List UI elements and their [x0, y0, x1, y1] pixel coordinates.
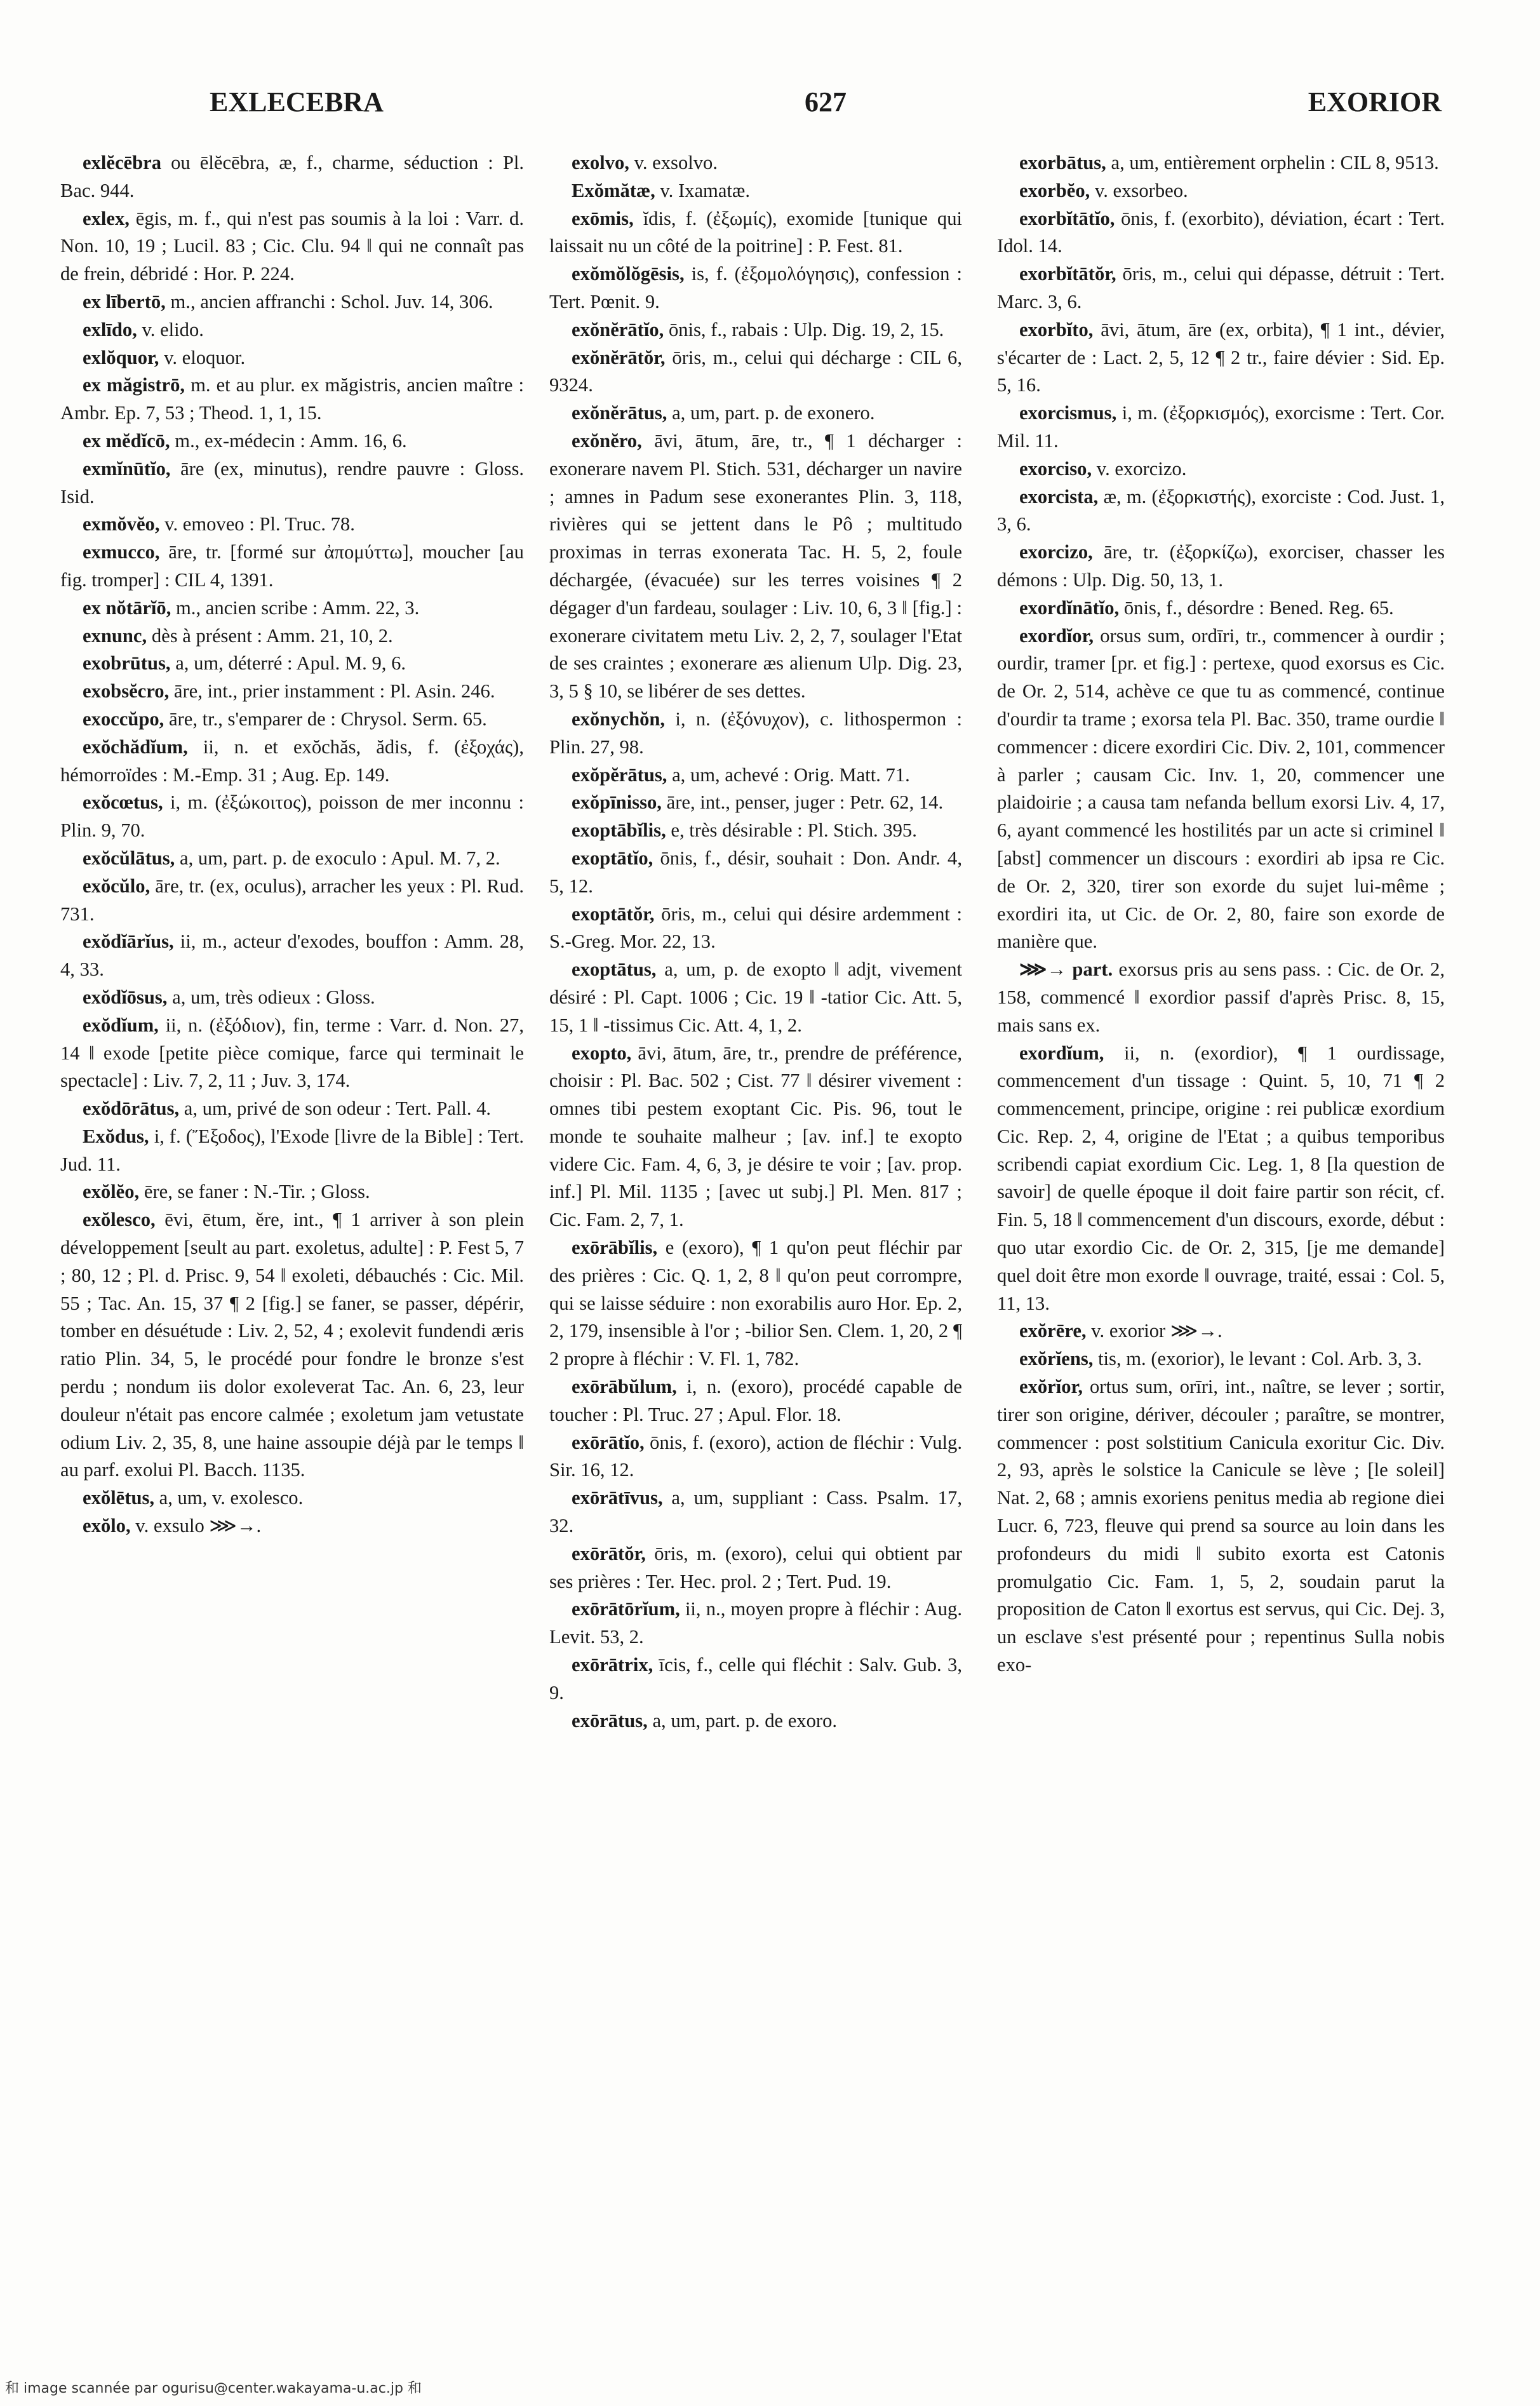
dictionary-entry: [60, 288, 524, 316]
definition: āre, tr. (ex, oculus), arracher les yeux : Pl. Rud. 731.: [60, 875, 524, 925]
definition: āre (ex, minutus), rendre pauvre : Gloss. Isid.: [60, 457, 524, 507]
column-2: [549, 149, 962, 2360]
dictionary-entry: [549, 205, 962, 261]
dictionary-entry: [60, 1484, 524, 1512]
definition: ortus sum, orīri, int., naître, se lever ; sortir, tirer son origine, dériver, découler ; paraître, se montrer, commencer : post solstitium Canicula exoritur Cic. Div. 2, 93, après le solstice la Canicule se lève ; [le soleil] Nat. 2, 68 ; amnis exoriens penitus media ab regione diei Lucr. 6, 723, fleuve qui prend sa source au loin dans les profondeurs du midi ‖ subito exorta est Catonis promulgatio Cic. Fam. 1, 5, 2, soudain parut la proposition de Caton ‖ exortus est servus, qui Cic. Dej. 3, un esclave s'est présenté pour ; repentinus Sulla nobis exo-: [997, 1376, 1445, 1676]
headword: exŏcŭlo,: [83, 875, 151, 897]
dictionary-entry: [997, 1317, 1445, 1345]
headword: exŏnĕrātus,: [572, 402, 667, 424]
dictionary-entry: [997, 400, 1445, 455]
definition: āre, tr. (ἐξορκίζω), exorciser, chasser les démons : Ulp. Dig. 50, 13, 1.: [997, 541, 1445, 591]
headword: exōrātŏr,: [572, 1542, 646, 1564]
definition: ēre, se faner : N.-Tir. ; Gloss.: [144, 1181, 370, 1203]
headword: exlŏquor,: [83, 346, 159, 368]
headword: exŏdōrātus,: [83, 1098, 180, 1120]
dictionary-entry: [997, 260, 1445, 316]
headword: exŏdĭum,: [83, 1014, 159, 1036]
headword: exorciso,: [1019, 457, 1092, 480]
dictionary-entry: [60, 455, 524, 511]
headword: exlex,: [83, 207, 130, 229]
dictionary-entry: [549, 1429, 962, 1485]
dictionary-entry: [549, 177, 962, 205]
dictionary-entry: [60, 1206, 524, 1484]
definition: a, um, déterré : Apul. M. 9, 6.: [175, 652, 406, 675]
dictionary-entry: [60, 845, 524, 873]
definition: e, très désirable : Pl. Stich. 395.: [671, 819, 917, 842]
dictionary-entry: [60, 539, 524, 595]
headword: exŏnĕrātĭo,: [572, 318, 664, 340]
page-number: 627: [805, 86, 847, 118]
dictionary-entry: [60, 205, 524, 288]
headword: exnunc,: [83, 624, 147, 647]
headword: exŏdĭārĭus,: [83, 931, 174, 953]
dictionary-entry: [60, 372, 524, 427]
dictionary-entry: [997, 455, 1445, 483]
dictionary-entry: [997, 483, 1445, 539]
headword: exōrābĭlis,: [572, 1237, 658, 1259]
headword: ex mĕdĭcō,: [83, 429, 170, 452]
headword: exŏmŏlŏgēsis,: [572, 263, 685, 285]
definition: v. exsorbeo.: [1094, 179, 1188, 201]
dictionary-entry: [549, 901, 962, 957]
definition: āvi, ātum, āre, tr., ¶ 1 décharger : exonerare navem Pl. Stich. 531, décharger un navire ; amnes in Padum sese exonerantes Plin. 3, 118, rivières qui se jettent dans le Pô ; multitudo proximas in terras exonerata Tac. H. 5, 2, foule déchargée, (évacuée) sur les terres voisines ¶ 2 dégager d'un fardeau, soulager : Liv. 10, 6, 3 ‖ [fig.] : exonerare civitatem metu Liv. 2, 2, 7, soulager l'Etat de ses craintes ; exonerare æs alienum Ulp. Dig. 23, 3, 5 § 10, se libérer de ses dettes.: [549, 429, 962, 702]
dictionary-entry: [997, 316, 1445, 400]
headword: exordĭum,: [1019, 1042, 1104, 1064]
definition: a, um, très odieux : Gloss.: [172, 986, 375, 1008]
definition: a, um, v. exolesco.: [159, 1487, 304, 1509]
dictionary-entry: [60, 678, 524, 706]
dictionary-entry: [997, 177, 1445, 205]
definition: ōnis, f. (exoro), action de fléchir : Vulg. Sir. 16, 12.: [549, 1431, 962, 1481]
dictionary-entry: [60, 316, 524, 344]
definition: is, f. (ἐξομολόγησις), confession : Tert. Pœnit. 9.: [549, 263, 962, 313]
headword: exŏrēre,: [1019, 1320, 1087, 1342]
dictionary-entry: [997, 1040, 1445, 1318]
headword: exŏrĭor,: [1019, 1376, 1083, 1398]
definition: a, um, achevé : Orig. Matt. 71.: [672, 763, 910, 786]
definition: a, um, p. de exopto ‖ adjt, vivement désiré : Pl. Capt. 1006 ; Cic. 19 ‖ -tatior Cic. Att. 5, 15, 1 ‖ -tissimus Cic. Att. 4, 1, 2.: [549, 958, 962, 1036]
dictionary-entry: [549, 706, 962, 762]
headword: exoptātus,: [572, 958, 657, 981]
headword: exobsĕcro,: [83, 680, 170, 702]
definition: m., ancien affranchi : Schol. Juv. 14, 306.: [170, 290, 493, 313]
definition: āre, tr. [formé sur ἀπομύττω], moucher [au fig. tromper] : CIL 4, 1391.: [60, 541, 524, 591]
headword: exlīdo,: [83, 318, 137, 340]
dictionary-entry: [60, 344, 524, 372]
headword: exorbĭto,: [1019, 318, 1094, 340]
definition: āvi, ātum, āre (ex, orbita), ¶ 1 int., dévier, s'écarter de : Lact. 2, 5, 12 ¶ 2 tr., faire dévier : Sid. Ep. 5, 16.: [997, 318, 1445, 396]
definition: ii, m., acteur d'exodes, bouffon : Amm. 28, 4, 33.: [60, 931, 524, 981]
definition: ēgis, m. f., qui n'est pas soumis à la loi : Varr. d. Non. 10, 19 ; Lucil. 83 ; Cic. Clu. 94 ‖ qui ne connaît pas de frein, débridé : Hor. P. 224.: [60, 207, 524, 285]
headword: ex lībertō,: [83, 290, 166, 313]
definition: m., ex-médecin : Amm. 16, 6.: [175, 429, 407, 452]
dictionary-entry: [549, 956, 962, 1039]
headword: exordĭor,: [1019, 624, 1094, 647]
headword: Exŏmătæ,: [572, 179, 655, 201]
definition: a, um, part. p. de exonero.: [672, 402, 875, 424]
definition: i, f. (Ἔξοδος), l'Exode [livre de la Bible] : Tert. Jud. 11.: [60, 1125, 524, 1175]
dictionary-entry: [997, 539, 1445, 595]
headword: exŏcœtus,: [83, 791, 163, 814]
dictionary-entry: [60, 1512, 524, 1540]
dictionary-entry: [60, 928, 524, 984]
headword: exlĕcēbra: [83, 152, 162, 173]
headword: ⋙→ part.: [1019, 958, 1113, 981]
dictionary-entry: [997, 595, 1445, 622]
definition: m., ancien scribe : Amm. 22, 3.: [176, 596, 420, 619]
headword: ex nŏtārĭō,: [83, 596, 171, 619]
headword: exolvo,: [572, 152, 629, 173]
definition: ĭdis, f. (ἐξωμίς), exomide [tunique qui laissait nu un côté de la poitrine] : P. Fest. 81.: [549, 207, 962, 257]
definition: āre, int., penser, juger : Petr. 62, 14.: [666, 791, 944, 814]
definition: īcis, f., celle qui fléchit : Salv. Gub. 3, 9.: [549, 1654, 962, 1704]
definition: a, um, part. p. de exoro.: [652, 1709, 838, 1731]
dictionary-entry: [549, 817, 962, 845]
headword: exobrūtus,: [83, 652, 171, 675]
headword: exŏnychŏn,: [572, 708, 666, 730]
definition: v. elido.: [142, 318, 204, 340]
definition: a, um, part. p. de exoculo : Apul. M. 7, 2.: [179, 847, 500, 869]
dictionary-entry: [60, 1095, 524, 1123]
headword: exorbātus,: [1019, 152, 1106, 173]
definition: ēvi, ētum, ĕre, int., ¶ 1 arriver à son plein développement [seult au part. exoletus, adulte] : P. Fest 5, 7 ; 80, 12 ; Pl. d. Prisc. 9, 54 ‖ exoleti, débauchés : Cic. Mil. 55 ; Tac. An. 15, 37 ¶ 2 [fig.] se faner, se passer, dépérir, tomber en désuétude : Liv. 2, 52, 4 ; exolevit fundendi æris ratio Plin. 34, 5, le procédé pour fondre le bronze s'est perdu ; nondum iis dolor exoleverat Tac. An. 6, 23, leur douleur n'était pas encore calmée ; exoletum jam vetustate odium Liv. 2, 35, 8, une haine assoupie déjà par le temps ‖ au parf. exolui Pl. Bacch. 1135.: [60, 1209, 524, 1481]
headword: exōrātrix,: [572, 1654, 653, 1676]
headword: exŏchădĭum,: [83, 736, 188, 758]
headword: exŏlĕo,: [83, 1181, 140, 1203]
headword: exoptābĭlis,: [572, 819, 666, 842]
dictionary-entry: [60, 984, 524, 1012]
definition: i, n. (exoro), procédé capable de toucher : Pl. Truc. 27 ; Apul. Flor. 18.: [549, 1376, 962, 1425]
dictionary-entry: [549, 260, 962, 316]
headword: exŏlesco,: [83, 1209, 156, 1231]
definition: ōris, m., celui qui désire ardemment : S.-Greg. Mor. 22, 13.: [549, 903, 962, 953]
column-1: [60, 149, 524, 2360]
dictionary-entry: [60, 427, 524, 455]
headword: exoccŭpo,: [83, 708, 164, 730]
headword: exŏrĭens,: [1019, 1348, 1094, 1370]
definition: ōnis, f., désir, souhait : Don. Andr. 4, 5, 12.: [549, 847, 962, 897]
headword: exōrātus,: [572, 1709, 648, 1731]
definition: āre, int., prier instamment : Pl. Asin. 246.: [173, 680, 495, 702]
headword: exorcizo,: [1019, 541, 1093, 563]
dictionary-entry: [549, 149, 962, 177]
dictionary-entry: [60, 789, 524, 845]
definition: dès à présent : Amm. 21, 10, 2.: [151, 624, 393, 647]
dictionary-entry: [549, 789, 962, 817]
dictionary-entry: [997, 1345, 1445, 1373]
dictionary-entry: [549, 845, 962, 901]
headword: exŏlo,: [83, 1515, 131, 1537]
dictionary-entry: [60, 650, 524, 678]
definition: i, n. (ἐξόνυχον), c. lithospermon : Plin. 27, 98.: [549, 708, 962, 758]
dictionary-entry: [60, 511, 524, 539]
definition: āvi, ātum, āre, tr., prendre de préférence, choisir : Pl. Bac. 502 ; Cist. 77 ‖ désirer vivement : omnes tibi pestem exoptant Cic. Pis. 96, tout le monde te souhaite malheur ; [av. inf.] te exopto videre Cic. Fam. 4, 6, 3, je désire te voir ; [av. prop. inf.] Pl. Mil. 1135 ; [avec ut subj.] Pl. Men. 817 ; Cic. Fam. 2, 7, 1.: [549, 1042, 962, 1231]
dictionary-entry: [549, 1373, 962, 1429]
definition: ii, n., moyen propre à fléchir : Aug. Levit. 53, 2.: [549, 1598, 962, 1648]
dictionary-entry: [60, 1178, 524, 1206]
dictionary-entry: [549, 400, 962, 427]
definition: e (exoro), ¶ 1 qu'on peut fléchir par des prières : Cic. Q. 1, 2, 8 ‖ qu'on peut corrompre, qui se laisse séduire : non exorabilis auro Hor. Ep. 2, 2, 179, insensible à l'or ; -bilior Sen. Clem. 1, 20, 2 ¶ 2 propre à fléchir : V. Fl. 1, 782.: [549, 1237, 962, 1370]
headword: exōmis,: [572, 207, 634, 229]
definition: ii, n. et exŏchăs, ădis, f. (ἐξοχάς), hémorroïdes : M.-Emp. 31 ; Aug. Ep. 149.: [60, 736, 524, 786]
dictionary-entry: [997, 205, 1445, 261]
definition: exorsus pris au sens pass. : Cic. de Or. 2, 158, commencé ‖ exordior passif d'après Prisc. 8, 15, mais sans ex.: [997, 958, 1445, 1036]
definition: v. emoveo : Pl. Truc. 78.: [164, 513, 355, 535]
headword: ex măgistrō,: [83, 374, 185, 396]
header-left-word: EXLECEBRA: [210, 86, 384, 118]
headword: exōrātōrĭum,: [572, 1598, 680, 1620]
dictionary-entry: [60, 595, 524, 622]
dictionary-entry: [60, 1123, 524, 1179]
headword: exmucco,: [83, 541, 160, 563]
headword: exorbĭtātĭo,: [1019, 207, 1115, 229]
dictionary-entry: [549, 1707, 962, 1735]
headword: exorcismus,: [1019, 402, 1117, 424]
dictionary-entry: [60, 706, 524, 734]
dictionary-entry: [60, 1012, 524, 1095]
dictionary-entry: [549, 1540, 962, 1596]
dictionary-entry: [997, 1373, 1445, 1679]
definition: ii, n. (ἐξόδιον), fin, terme : Varr. d. Non. 27, 14 ‖ exode [petite pièce comique, farce qui terminait le spectacle] : Liv. 7, 2, 11 ; Juv. 3, 174.: [60, 1014, 524, 1092]
dictionary-entry: [549, 762, 962, 790]
definition: v. exorior ⋙→.: [1091, 1320, 1222, 1342]
headword: exŏlētus,: [83, 1487, 155, 1509]
dictionary-entry: [60, 149, 524, 205]
dictionary-entry: [549, 427, 962, 706]
headword: exōrābŭlum,: [572, 1376, 677, 1398]
dictionary-entry: [997, 149, 1445, 177]
definition: ōris, m., celui qui dépasse, détruit : Tert. Marc. 3, 6.: [997, 263, 1445, 313]
definition: i, m. (ἐξώκοιτος), poisson de mer inconnu : Plin. 9, 70.: [60, 791, 524, 842]
headword: exmĭnūtĭo,: [83, 457, 171, 480]
headword: exōrātĭo,: [572, 1431, 645, 1453]
definition: a, um, privé de son odeur : Tert. Pall. 4.: [184, 1098, 492, 1120]
definition: ōnis, f. (exorbito), déviation, écart : Tert. Idol. 14.: [997, 207, 1445, 257]
dictionary-entry: [60, 734, 524, 790]
dictionary-entry: [549, 1596, 962, 1651]
headword: exorcista,: [1019, 485, 1099, 507]
dictionary-entry: [549, 1484, 962, 1540]
headword: Exŏdus,: [83, 1125, 149, 1147]
definition: āre, tr., s'emparer de : Chrysol. Serm. 65.: [168, 708, 487, 730]
definition: orsus sum, ordīri, tr., commencer à ourdir ; ourdir, tramer [pr. et fig.] : pertexe, quod exorsus es Cic. de Or. 2, 514, achève ce que tu as commencé, continue d'ourdir ta trame ; exorsa tela Pl. Bac. 350, trame ourdie ‖ commencer : dicere exordiri Cic. Div. 2, 101, commencer à parler ; causam Cic. Inv. 1, 20, commencer une plaidoirie ; a causa tam nefanda bellum exorsi Liv. 4, 17, 6, ayant commencé les hostilités par un acte si criminel ‖ [abst] commencer un discours : exordiri ab ipsa re Cic. de Or. 2, 320, tirer son exorde du sujet lui-même ; exordiri ita, ut Cic. de Or. 2, 80, faire son exorde de manière que.: [997, 624, 1445, 953]
definition: ii, n. (exordior), ¶ 1 ourdissage, commencement d'un tissage : Quint. 5, 10, 71 ¶ 2 commencement, principe, origine : rei publicæ exordium Cic. Rep. 2, 4, origine de l'Etat ; a quibus temporibus scribendi capiat exordium Cic. Leg. 1, 8 [la question de savoir] de quelle époque il doit faire partir son récit, cf. Fin. 5, 18 ‖ commencement d'un discours, exorde, début : quo utar exordio Cic. de Or. 2, 315, [je me demande] quel doit être mon exorde ‖ ouvrage, traité, essai : Col. 5, 11, 13.: [997, 1042, 1445, 1314]
headword: exŏpīnisso,: [572, 791, 662, 814]
headword: exŏcŭlātus,: [83, 847, 175, 869]
dictionary-entry: [997, 622, 1445, 957]
definition: ōnis, f., désordre : Bened. Reg. 65.: [1123, 596, 1394, 619]
headword: exorbĕo,: [1019, 179, 1090, 201]
headword: exōrātīvus,: [572, 1487, 663, 1509]
headword: exŏnĕrātŏr,: [572, 346, 666, 368]
headword: exopto,: [572, 1042, 632, 1064]
headword: exoptātŏr,: [572, 903, 655, 925]
headword: exoptātĭo,: [572, 847, 653, 869]
headword: exŏdĭōsus,: [83, 986, 168, 1008]
definition: ou ēlĕcēbra, æ, f., charme, séduction : Pl. Bac. 944.: [60, 152, 524, 201]
dictionary-entry: [549, 1651, 962, 1707]
dictionary-entry: [997, 956, 1445, 1039]
definition: m. et au plur. ex măgistris, ancien maître : Ambr. Ep. 7, 53 ; Theod. 1, 1, 15.: [60, 374, 524, 424]
definition: v. Ixamatæ.: [660, 179, 750, 201]
running-header: [210, 86, 1442, 130]
definition: i, m. (ἐξορκισμός), exorcisme : Tert. Cor. Mil. 11.: [997, 402, 1445, 452]
scan-credit: 和 image scannée par ogurisu@center.wakayama-u.ac.jp 和: [5, 2381, 422, 2396]
dictionary-entry: [60, 622, 524, 650]
headword: exŏnĕro,: [572, 429, 642, 452]
definition: v. exsulo ⋙→.: [135, 1515, 262, 1537]
definition: ōnis, f., rabais : Ulp. Dig. 19, 2, 15.: [668, 318, 944, 340]
dictionary-entry: [549, 344, 962, 400]
header-right-word: EXORIOR: [1308, 86, 1442, 118]
definition: v. exsolvo.: [634, 152, 718, 173]
definition: æ, m. (ἐξορκιστής), exorciste : Cod. Just. 1, 3, 6.: [997, 485, 1445, 535]
headword: exmŏvĕo,: [83, 513, 160, 535]
headword: exŏpĕrātus,: [572, 763, 667, 786]
dictionary-entry: [549, 1234, 962, 1373]
definition: v. exorcizo.: [1096, 457, 1187, 480]
definition: ōris, m., celui qui décharge : CIL 6, 9324.: [549, 346, 962, 396]
definition: a, um, entièrement orphelin : CIL 8, 9513.: [1111, 152, 1439, 173]
dictionary-entry: [60, 873, 524, 929]
definition: a, um, suppliant : Cass. Psalm. 17, 32.: [549, 1487, 962, 1537]
headword: exorbĭtātŏr,: [1019, 263, 1116, 285]
dictionary-entry: [549, 316, 962, 344]
definition: ōris, m. (exoro), celui qui obtient par ses prières : Ter. Hec. prol. 2 ; Tert. Pud. 19.: [549, 1542, 962, 1592]
definition: tis, m. (exorior), le levant : Col. Arb. 3, 3.: [1098, 1348, 1422, 1370]
definition: v. eloquor.: [164, 346, 246, 368]
column-3: [997, 149, 1445, 2360]
headword: exordĭnātĭo,: [1019, 596, 1120, 619]
dictionary-entry: [549, 1040, 962, 1235]
